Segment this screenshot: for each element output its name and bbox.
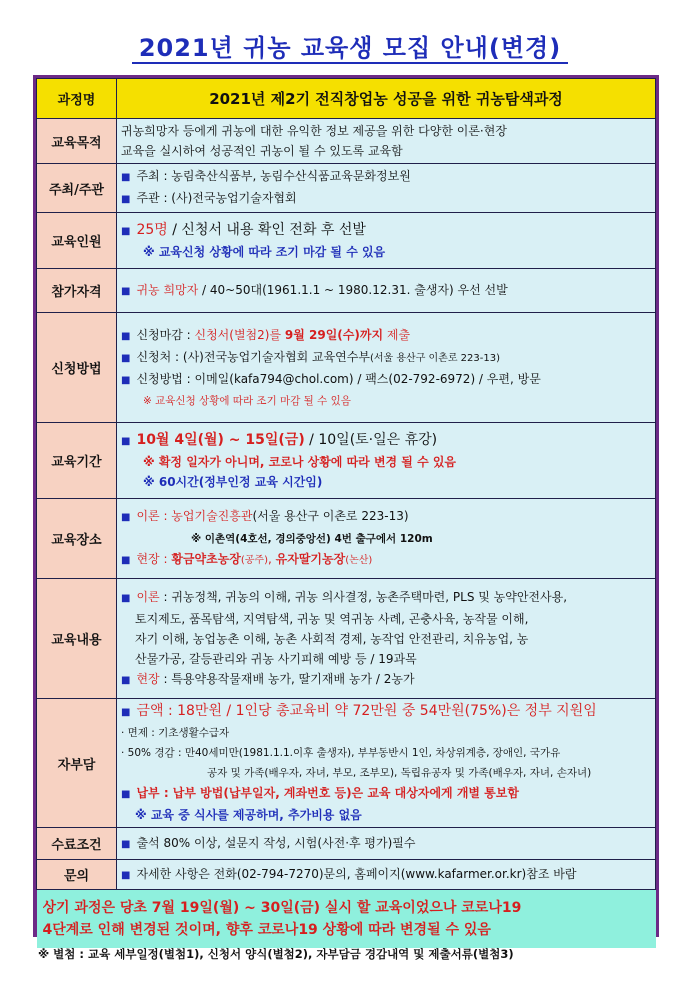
eligibility-content (117, 269, 656, 313)
content-theory-line-2: 토지제도, 품목탐색, 지역탐색, 귀농 및 역귀농 사례, 곤충사육, 농작물 이해, (135, 611, 529, 626)
cost-meal: ※ 교육 중 식사를 제공하며, 추가비용 없음 (135, 808, 362, 822)
cost-exempt: · 면제 : 기초생활수급자 (121, 727, 230, 739)
content-field-text: : 특용약용작물재배 농가, 딸기재배 농가 / 2농가 (159, 671, 415, 686)
change-notice-line-2: 4단계로 인해 변경된 것이며, 향후 코로나19 상황에 따라 변경될 수 있음 (42, 921, 491, 938)
label-period: 교육기간 (37, 423, 117, 499)
venue-theory-address: (서울 용산구 이촌로 223-13) (252, 509, 409, 523)
row-host (37, 164, 656, 213)
blue-square-bullet-icon: ■ (121, 512, 131, 523)
period-content (117, 423, 656, 499)
row-footer (37, 890, 656, 948)
blue-square-bullet-icon: ■ (121, 435, 131, 447)
cost-content (117, 699, 656, 828)
venue-station: ※ 이촌역(4호선, 경의중앙선) 4번 출구에서 120m (191, 533, 433, 545)
blue-square-bullet-icon: ■ (121, 374, 131, 386)
apply-deadline-date: 9월 29일(수)까지 (284, 327, 384, 342)
attachments-note: ※ 별첨 : 교육 세부일정(별첨1), 신청서 양식(별첨2), 자부담금 경감내역 및 제출서류(별첨3) (38, 947, 514, 961)
venue-content (117, 499, 656, 579)
change-notice (37, 890, 656, 948)
venue-field-b-loc: (논산) (345, 555, 373, 566)
purpose-line-2: 교육을 실시하여 성공적인 귀농이 될 수 있도록 교육함 (121, 144, 403, 158)
inquiry-content (117, 860, 656, 890)
period-note-2: ※ 60시간(정부인정 교육 시간임) (143, 474, 323, 489)
apply-place: 신청처 : (사)전국농업기술자협회 교육연수부 (136, 349, 370, 364)
label-venue: 교육장소 (37, 499, 117, 579)
apply-note: ※ 교육신청 상황에 따라 조기 마감 될 수 있음 (143, 394, 351, 407)
venue-field-a: 황금약초농장 (171, 552, 241, 566)
venue-field-b: 유자딸기농장 (275, 552, 346, 566)
period-rest: / 10일(토·일은 휴강) (304, 431, 438, 448)
host-organizer: 주최 : 농림축산식품부, 농림수산식품교육문화정보원 (136, 169, 411, 183)
purpose-line-1: 귀농희망자 등에게 귀농에 대한 유익한 정보 제공을 위한 다양한 이론·현장 (121, 124, 507, 138)
capacity-note: ※ 교육신청 상황에 따라 조기 마감 될 수 있음 (143, 244, 386, 259)
label-inquiry: 문의 (37, 860, 117, 890)
venue-field-label: 현장 : (136, 552, 172, 566)
blue-square-bullet-icon: ■ (121, 225, 131, 237)
host-operator: 주관 : (사)전국농업기술자협회 (136, 191, 297, 205)
apply-method: 신청방법 : 이메일(kafa794@chol.com) / 팩스(02-792-6972) / 우편, 방문 (136, 371, 541, 386)
content-theory-label: 이론 (136, 589, 160, 604)
capacity-count: 25명 (136, 221, 168, 238)
period-dates: 10월 4일(월) ~ 15일(금) (136, 431, 305, 448)
inquiry-text: 자세한 사항은 전화(02-794-7270)문의, 홈페이지(www.kafarmer.or.kr)참조 바람 (136, 866, 577, 881)
capacity-rest: / 신청서 내용 확인 전화 후 선발 (167, 221, 366, 238)
blue-square-bullet-icon: ■ (121, 592, 131, 604)
completion-content (117, 828, 656, 860)
apply-deadline-label: 신청마감 : (136, 327, 195, 342)
label-completion: 수료조건 (37, 828, 117, 860)
cost-reduce-1: · 50% 경감 : 만40세미만(1981.1.1.이후 출생자), 부부동반시 1인, 차상위계층, 장애인, 국가유 (121, 747, 561, 759)
label-eligibility: 참가자격 (37, 269, 117, 313)
label-content: 교육내용 (37, 579, 117, 699)
purpose-content (117, 119, 656, 164)
info-table (36, 78, 656, 948)
venue-sep: , (268, 552, 276, 566)
completion-text: 출석 80% 이상, 설문지 작성, 시험(사전·후 평가)필수 (136, 835, 416, 850)
blue-square-bullet-icon: ■ (121, 869, 131, 881)
blue-square-bullet-icon: ■ (121, 330, 131, 342)
content-theory-line-4: 산물가공, 갈등관리와 귀농 사기피해 예방 등 / 19과목 (135, 651, 417, 666)
row-capacity (37, 213, 656, 269)
blue-square-bullet-icon: ■ (121, 172, 131, 183)
row-venue (37, 499, 656, 579)
content-theory-line-1: : 귀농정책, 귀농의 이해, 귀농 의사결정, 농촌주택마련, PLS 및 농약안전사용, (159, 589, 568, 604)
cost-reduce-2: 공자 및 가족(배우자, 자녀, 부모, 조부모), 독립유공자 및 가족(배우자, 자녀, 손자녀) (207, 767, 592, 779)
row-apply (37, 313, 656, 423)
period-note-1: ※ 확정 일자가 아니며, 코로나 상황에 따라 변경 될 수 있음 (143, 454, 457, 469)
content-content (117, 579, 656, 699)
blue-square-bullet-icon: ■ (121, 789, 131, 800)
change-notice-line-1: 상기 과정은 당초 7월 19일(월) ~ 30일(금) 실시 할 교육이었으나 코로나19 (42, 899, 522, 916)
label-purpose: 교육목적 (37, 119, 117, 164)
label-apply: 신청방법 (37, 313, 117, 423)
row-completion (37, 828, 656, 860)
label-host: 주최/주관 (37, 164, 117, 213)
row-purpose (37, 119, 656, 164)
course-name: 2021년 제2기 전직창업농 성공을 위한 귀농탐색과정 (117, 79, 656, 119)
row-content (37, 579, 656, 699)
capacity-content (117, 213, 656, 269)
content-field-label: 현장 (136, 671, 160, 686)
row-inquiry (37, 860, 656, 890)
apply-place-address: (서울 용산구 이촌로 223-13) (369, 352, 501, 364)
eligibility-rest: / 40~50대(1961.1.1 ~ 1980.12.31. 출생자) 우선 선발 (198, 282, 508, 297)
apply-deadline-end: 제출 (386, 327, 411, 342)
blue-square-bullet-icon: ■ (121, 555, 131, 566)
blue-square-bullet-icon: ■ (121, 674, 131, 686)
label-cost: 자부담 (37, 699, 117, 828)
page-title: 2021년 귀농 교육생 모집 안내(변경) (138, 34, 562, 62)
row-cost (37, 699, 656, 828)
eligibility-highlight: 귀농 희망자 (136, 282, 199, 297)
blue-square-bullet-icon: ■ (121, 194, 131, 205)
blue-square-bullet-icon: ■ (121, 285, 131, 297)
blue-square-bullet-icon: ■ (121, 838, 131, 850)
content-theory-line-3: 자기 이해, 농업농촌 이해, 농촌 사회적 경제, 농작업 안전관리, 치유농업, 농 (135, 631, 529, 646)
blue-square-bullet-icon: ■ (121, 352, 131, 364)
label-course: 과정명 (37, 79, 117, 119)
host-content (117, 164, 656, 213)
venue-field-a-loc: (공주) (240, 555, 268, 566)
info-table-frame (33, 75, 659, 937)
apply-content (117, 313, 656, 423)
row-period (37, 423, 656, 499)
title-underline (132, 62, 568, 64)
venue-theory: 이론 : 농업기술진흥관 (136, 509, 253, 523)
cost-pay: 납부 : 납부 방법(납부일자, 계좌번호 등)은 교육 대상자에게 개별 통보함 (136, 786, 519, 800)
label-capacity: 교육인원 (37, 213, 117, 269)
row-eligibility (37, 269, 656, 313)
apply-deadline-form: 신청서(별첨2)를 (194, 327, 285, 342)
cost-fee: 금액 : 18만원 / 1인당 총교육비 약 72만원 중 54만원(75%)은 정부 지원임 (136, 703, 597, 719)
blue-square-bullet-icon: ■ (121, 707, 131, 718)
row-course (37, 79, 656, 119)
